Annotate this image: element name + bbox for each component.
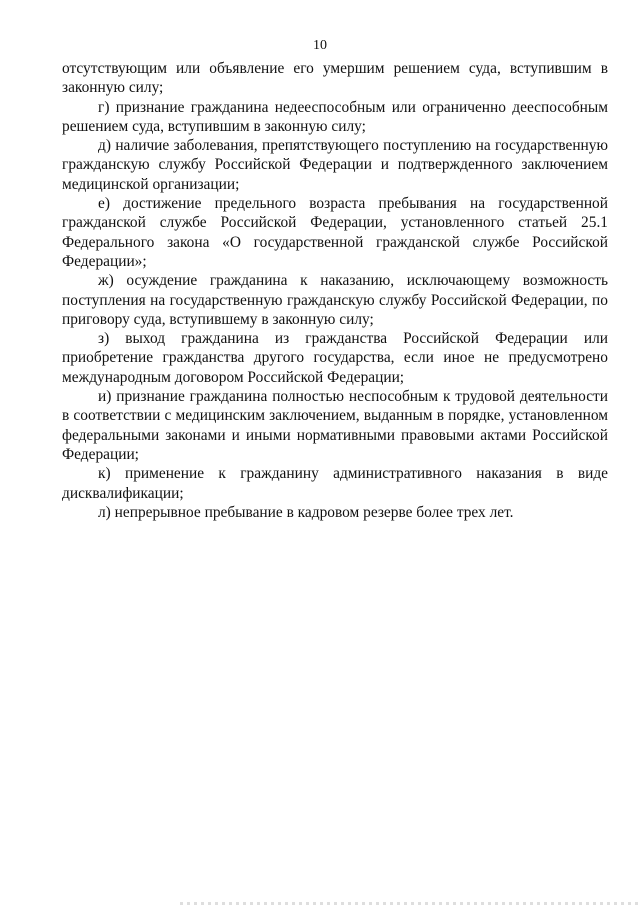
paragraph-item-k: к) применение к гражданину административного наказания в виде дисквалификации; bbox=[62, 465, 608, 502]
paragraph-continuation: отсутствующим или объявление его умершим решением суда, вступившим в законную силу; bbox=[62, 60, 608, 97]
paragraph-item-zh: ж) осуждение гражданина к наказанию, исключающему возможность поступления на государственную гражданскую службу Российской Федерации, по приговору суда, вступившему в законную силу; bbox=[62, 272, 608, 328]
paragraph-item-g: г) признание гражданина недееспособным или ограниченно дееспособным решением суда, вступившим в законную силу; bbox=[62, 98, 608, 135]
paragraph-item-d: д) наличие заболевания, препятствующего поступлению на государственную гражданскую службу Российской Федерации и подтвержденного заключением медицинской организации; bbox=[62, 137, 608, 193]
paragraph-item-i: и) признание гражданина полностью неспособным к трудовой деятельности в соответствии с медицинским заключением, выданным в порядке, установленном федеральными законами и иными нормативными правовыми актами Российской Федерации; bbox=[62, 388, 608, 463]
page-number: 10 bbox=[313, 38, 327, 53]
paragraph-item-e: е) достижение предельного возраста пребывания на государственной гражданской службе Российской Федерации, установленного статьей 25.1 Федерального закона «О государственной гражданской службе Российской Федерации»; bbox=[62, 195, 608, 270]
document-body bbox=[62, 59, 608, 522]
paragraph-item-l: л) непрерывное пребывание в кадровом резерве более трех лет. bbox=[98, 503, 514, 521]
paragraph-item-z: з) выход гражданина из гражданства Российской Федерации или приобретение гражданства другого государства, если иное не предусмотрено международным договором Российской Федерации; bbox=[62, 330, 608, 386]
